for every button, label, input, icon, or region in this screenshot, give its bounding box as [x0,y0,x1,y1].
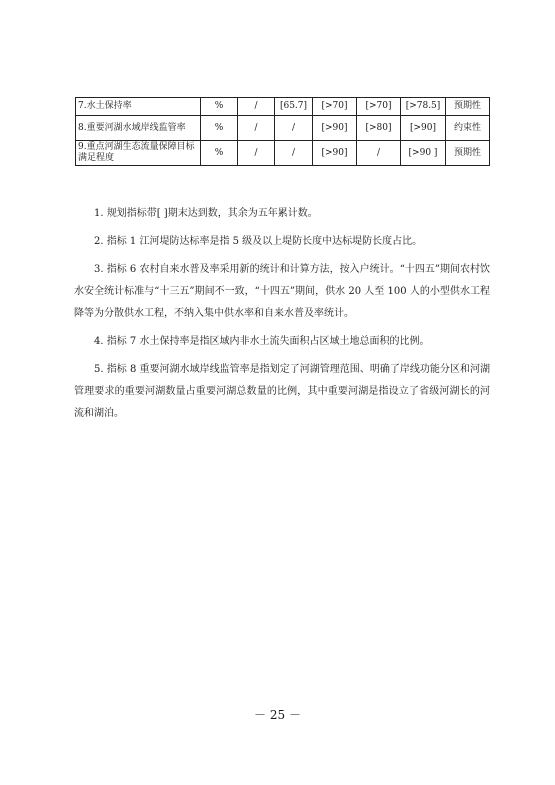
note-paragraph: 3. 指标 6 农村自来水普及率采用新的统计和计算方法，按入户统计。“十四五”期间农村饮水安全统计标准与“十三五”期间不一致，“十四五”期间，供水 20 人至 100 人的小型供水工程降等为分散供水工程，不纳入集中供水率和自来水普及率统计。 [74,264,490,319]
note-paragraph: 5. 指标 8 重要河湖水域岸线监管率是指划定了河湖管理范围、明确了岸线功能分区和河湖管理要求的重要河湖数量占重要河湖总数量的比例，其中重要河湖是指设立了省级河湖长的河流和湖泊。 [74,364,490,419]
attribute-cell: 约束性 [446,116,490,141]
note-paragraph: 2. 指标 1 江河堤防达标率是指 5 级及以上堤防长度中达标堤防长度占比。 [94,236,423,247]
value-cell: [>78.5] [401,98,446,116]
table-notes [74,203,490,431]
value-cell: / [238,116,275,141]
table-row [76,116,490,141]
attribute-cell: 预期性 [446,141,490,166]
value-cell: / [238,98,275,116]
value-cell: [>90] [313,116,357,141]
value-cell: [>70] [313,98,357,116]
value-cell: / [275,141,313,166]
value-cell: [>70] [357,98,401,116]
note-paragraph: 1. 规划指标带[ ]期末达到数，其余为五年累计数。 [94,208,318,219]
indicator-name: 9.重点河湖生态流量保障目标满足程度 [76,141,201,166]
indicator-name: 8.重要河湖水域岸线监管率 [76,116,201,141]
attribute-cell: 预期性 [446,98,490,116]
value-cell: [>90] [313,141,357,166]
indicator-table [75,97,490,166]
value-cell: [>90 ] [401,141,446,166]
value-cell: / [275,116,313,141]
note-paragraph: 4. 指标 7 水土保持率是指区域内非水土流失面积占区域土地总面积的比例。 [94,336,430,347]
value-cell: [65.7] [275,98,313,116]
table-row [76,98,490,116]
indicator-name: 7.水土保持率 [76,98,201,116]
value-cell: / [238,141,275,166]
unit-cell: % [201,116,238,141]
unit-cell: % [201,141,238,166]
value-cell: / [357,141,401,166]
value-cell: [>90] [401,116,446,141]
value-cell: [>80] [357,116,401,141]
table-row [76,141,490,166]
unit-cell: % [201,98,238,116]
page-number: － 25 － [254,708,301,722]
